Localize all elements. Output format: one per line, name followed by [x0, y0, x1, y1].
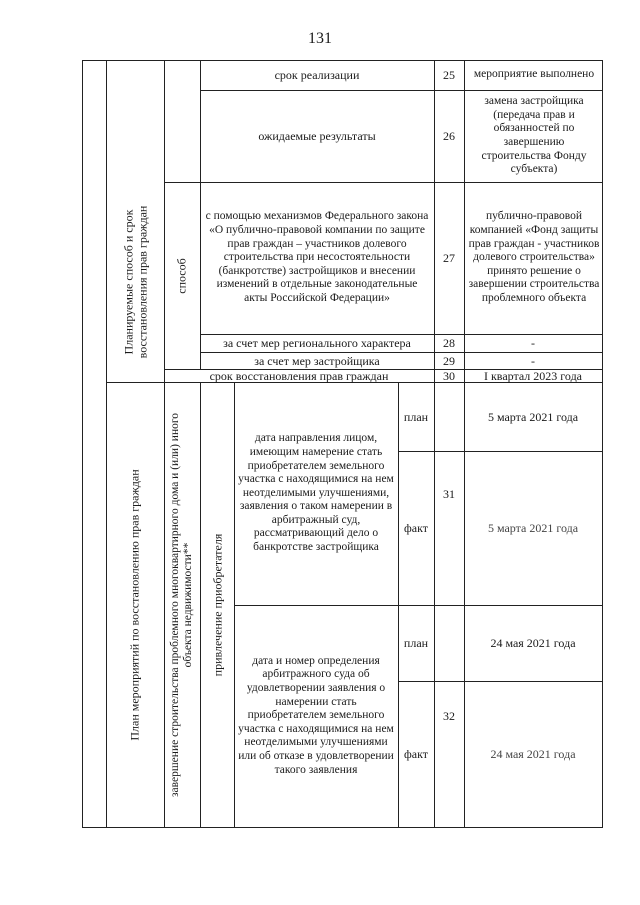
row32-label: дата и номер определения арбитражного суда об удовлетворении заявления о намерении стать приобретателем земельного участка с находящимися на нем неотделимыми улучшениями или об отказе в удовлетворении такого заявления [238, 654, 394, 776]
row26-value: замена застройщика (передача прав и обязанностей по завершению строительства Фонду субъекта) [481, 95, 587, 176]
row27-value: публично-правовой компанией «Фонд защиты прав граждан - участников долевого строительства» принято решение о завершении строительства проблемного объекта [468, 210, 600, 304]
row26-label: ожидаемые результаты [258, 129, 376, 143]
row32-fact-value: 24 мая 2021 года [490, 747, 576, 761]
row25-number: 25 [443, 68, 455, 82]
row29-label: за счет мер застройщика [254, 353, 380, 368]
row29-value: - [531, 353, 535, 368]
row28-number: 28 [443, 336, 455, 350]
row25-label: срок реализации [274, 68, 360, 82]
section2-subtitle: завершение строительства проблемного многоквартирного дома и (или) иного объекта недвижимости** [169, 412, 195, 797]
section2-title: План мероприятий по восстановлению прав граждан [128, 468, 142, 741]
row27-label: с помощью механизмов Федерального закона «О публично-правовой компании по защите прав граждан – участников долевого строительства при несостоятельности (банкротстве) застройщиков и внесении изменений в отдельные законодательные акты Российской Федерации» [205, 210, 429, 304]
row31-plan-label: план [403, 409, 429, 424]
row28-value: - [531, 336, 535, 350]
method-label: способ [174, 258, 189, 294]
row30-number: 30 [443, 368, 455, 383]
row32-number: 32 [443, 709, 455, 723]
section1-title: Планируемые способ и срок восстановления прав граждан [121, 205, 150, 359]
row29-number: 29 [443, 353, 455, 368]
row32-plan-value: 24 мая 2021 года [490, 636, 576, 650]
row31-fact-value: 5 марта 2021 года [487, 521, 579, 535]
row31-plan-value: 5 марта 2021 года [487, 409, 579, 424]
row31-number: 31 [443, 486, 455, 501]
row25-value: мероприятие выполнено [473, 68, 595, 81]
row32-fact-label: факт [403, 747, 429, 761]
row30-value: I квартал 2023 года [483, 368, 583, 383]
row31-fact-label: факт [403, 521, 429, 535]
section2-sub2: привлечение приобретателя [210, 533, 225, 676]
row28-label: за счет мер регионального характера [223, 336, 411, 350]
row32-plan-label: план [403, 636, 429, 650]
row30-label: срок восстановления прав граждан [209, 368, 389, 383]
page-number: 131 [308, 30, 332, 47]
row27-number: 27 [443, 251, 455, 265]
row31-label: дата направления лицом, имеющим намерение стать приобретателем земельного участка с находящимися на нем неотделимыми улучшениями, заявления о таком намерении в арбитражный суд, рассматривающий дело о банкротстве застройщика [238, 432, 394, 554]
row26-number: 26 [443, 129, 455, 143]
